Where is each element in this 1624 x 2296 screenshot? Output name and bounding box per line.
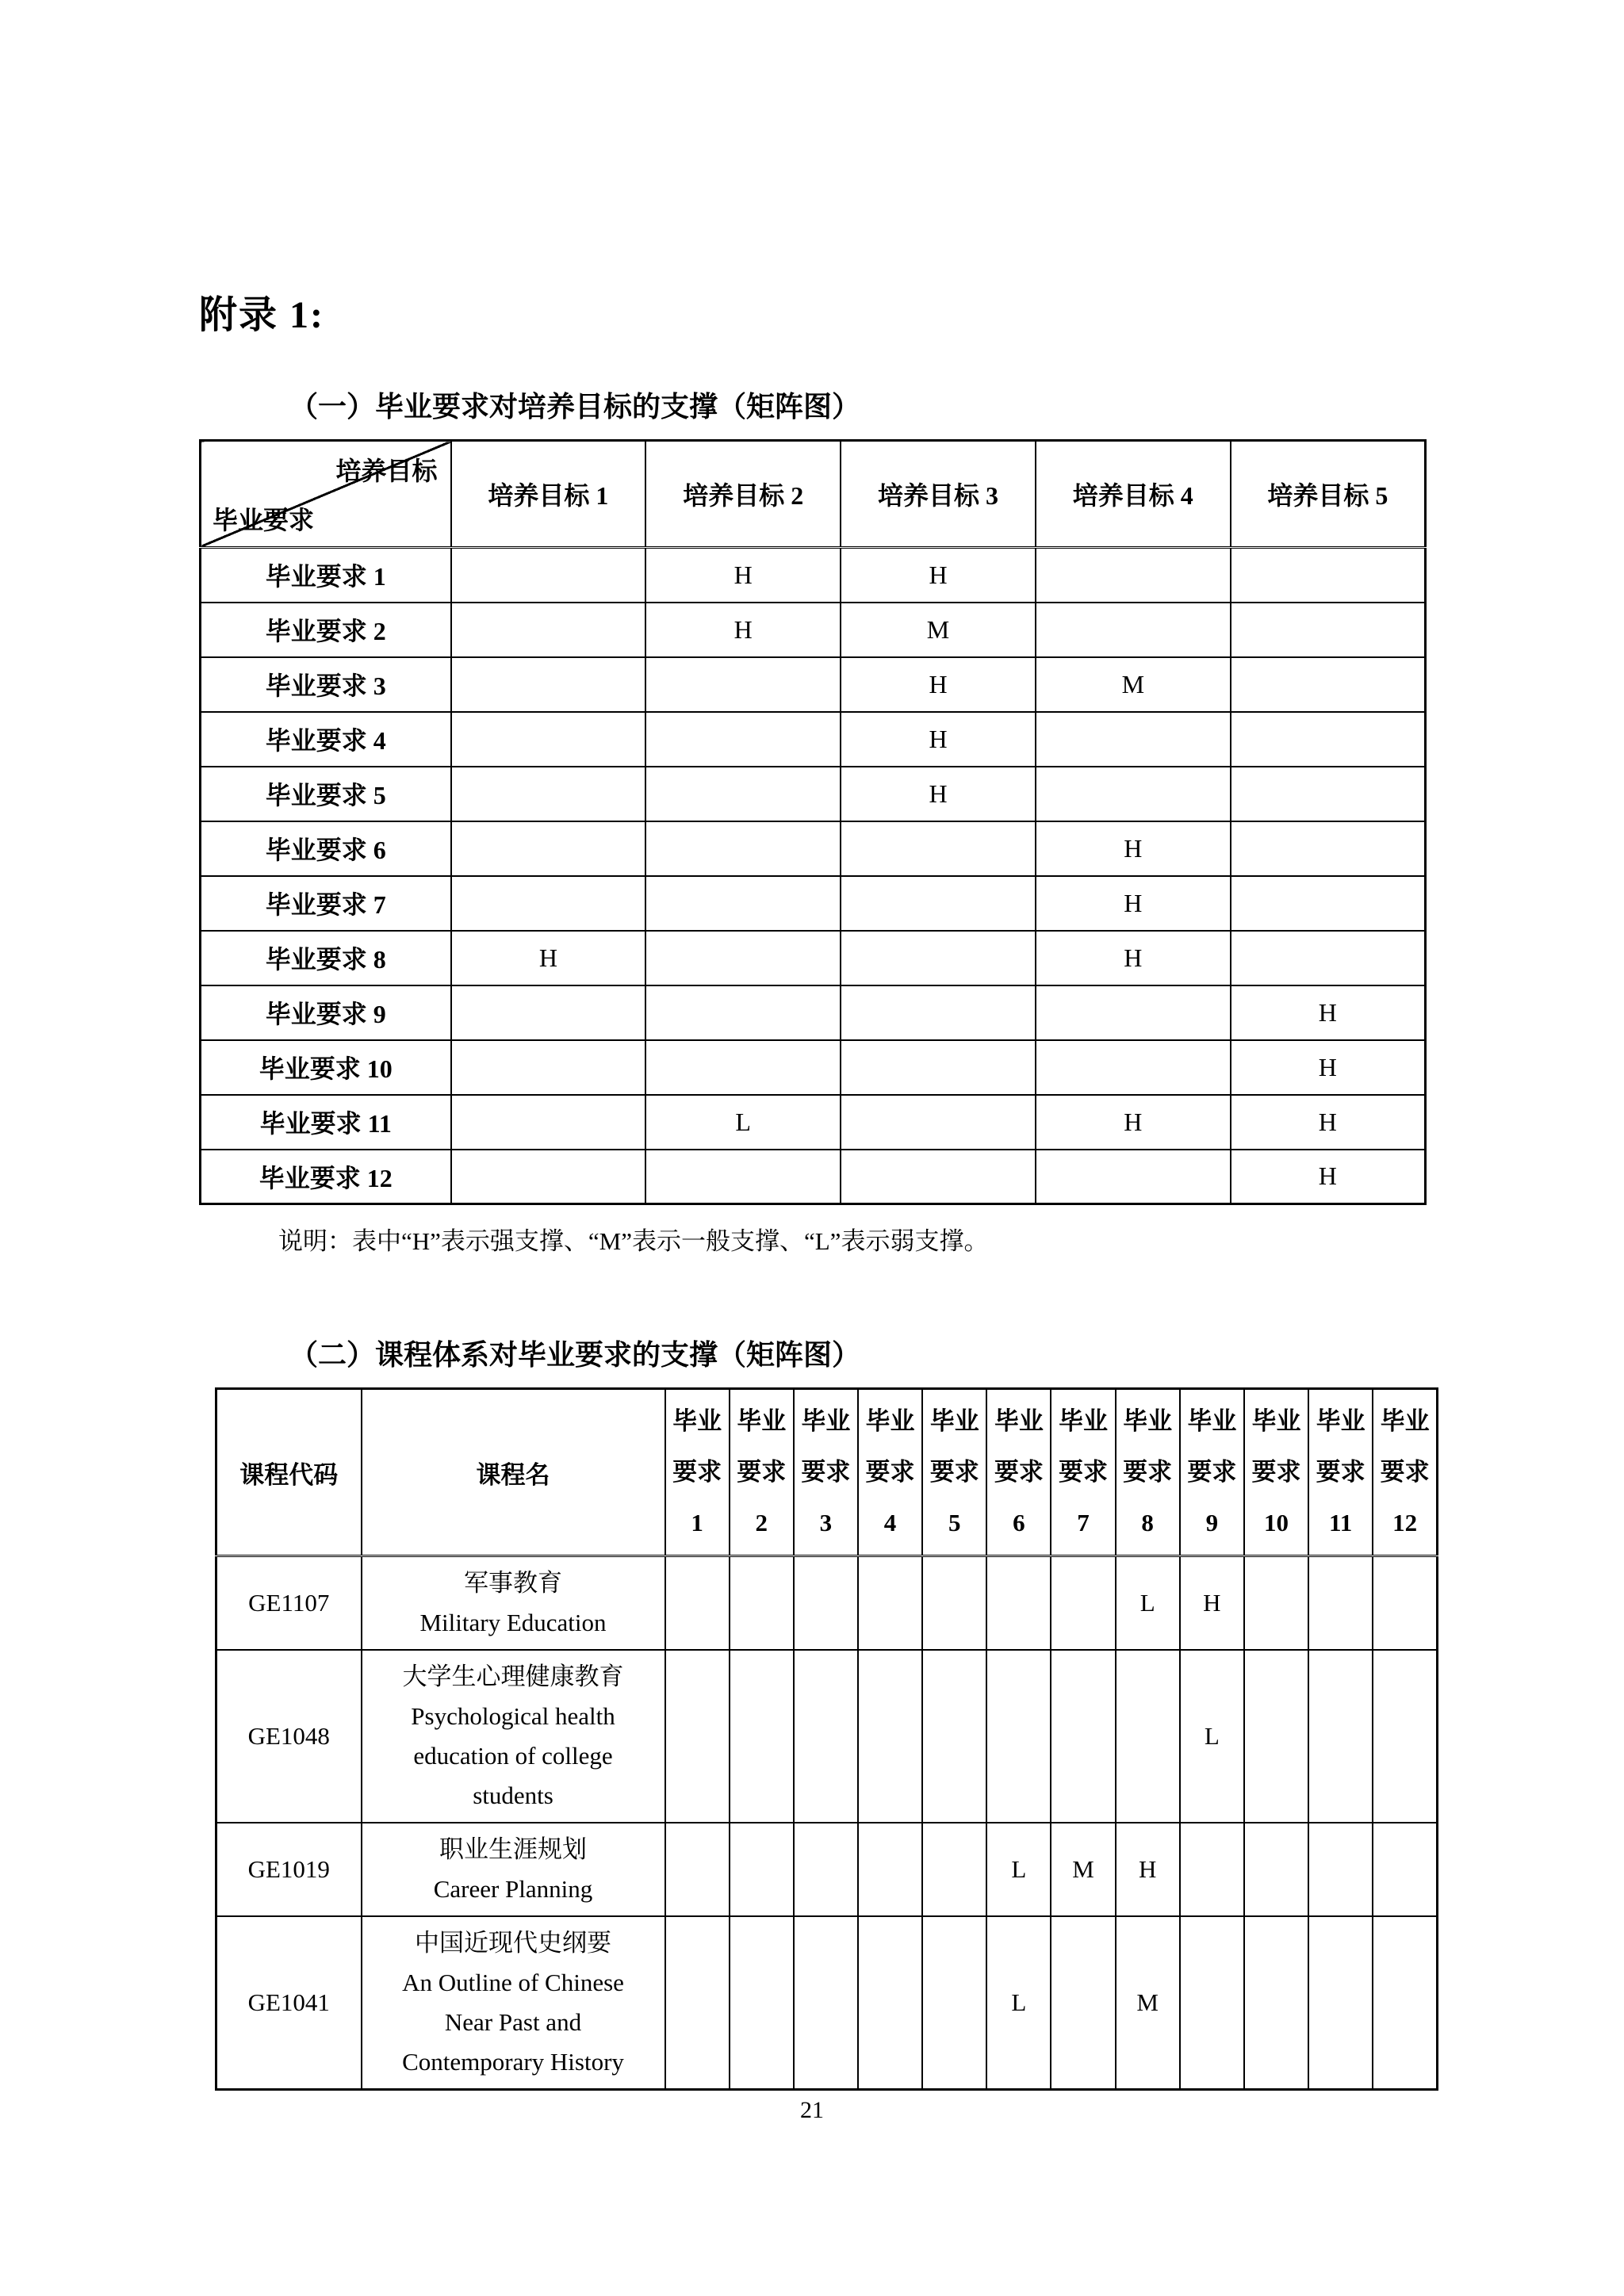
- objective-column-header: 培养目标 2: [645, 441, 841, 548]
- section1-heading: （一）毕业要求对培养目标的支撑（矩阵图）: [289, 391, 861, 423]
- appendix-title: 附录 1:: [199, 294, 324, 336]
- requirement-row: [201, 1040, 1426, 1095]
- support-level-cell: [730, 1650, 794, 1823]
- support-level-cell: [451, 657, 646, 712]
- support-level-cell: [1244, 1650, 1308, 1823]
- req-header-number: 2: [755, 1509, 768, 1536]
- support-level-cell: [645, 931, 841, 985]
- course-name-line: 军事教育: [464, 1569, 562, 1597]
- support-level-cell: H: [451, 931, 646, 985]
- requirement-row: [201, 1150, 1426, 1204]
- support-level-cell: [730, 1556, 794, 1651]
- req-header-word1: 毕业: [1251, 1407, 1301, 1435]
- support-level-cell: [451, 876, 646, 931]
- requirement-row: [201, 548, 1426, 603]
- req-header-word2: 要求: [1187, 1458, 1237, 1486]
- req-header-number: 1: [691, 1509, 703, 1536]
- support-level-cell: [1231, 767, 1426, 821]
- support-level-cell: [794, 1556, 858, 1651]
- support-level-cell: [645, 657, 841, 712]
- support-level-cell: M: [1036, 657, 1231, 712]
- requirement-column-header: [922, 1389, 986, 1556]
- req-header-word1: 毕业: [865, 1407, 915, 1435]
- support-level-cell: [841, 931, 1036, 985]
- support-level-cell: [922, 1650, 986, 1823]
- req-header-word2: 要求: [1380, 1458, 1430, 1486]
- support-level-cell: [1036, 985, 1231, 1040]
- req-header-word1: 毕业: [1123, 1407, 1173, 1435]
- req-header-number: 3: [819, 1509, 833, 1536]
- support-level-cell: [1244, 1556, 1308, 1651]
- support-level-cell: [1231, 548, 1426, 603]
- legend-note: 说明：表中“H”表示强支撑、“M”表示一般支撑、“L”表示弱支撑。: [278, 1227, 989, 1255]
- support-level-cell: H: [841, 767, 1036, 821]
- page-number: 21: [800, 2097, 824, 2123]
- req-header-word2: 要求: [929, 1458, 979, 1486]
- req-header-number: 6: [1013, 1509, 1025, 1536]
- matrix-table-body: [201, 548, 1426, 1204]
- course-code-header: 课程代码: [216, 1389, 362, 1556]
- support-level-cell: [665, 1556, 730, 1651]
- requirement-column-header: [986, 1389, 1051, 1556]
- objective-column-header: 培养目标 4: [1036, 441, 1231, 548]
- requirement-label: 毕业要求 3: [201, 657, 451, 712]
- support-level-cell: [665, 1916, 730, 2090]
- support-level-cell: [1036, 603, 1231, 657]
- req-header-word1: 毕业: [994, 1407, 1044, 1435]
- support-level-cell: [1036, 1150, 1231, 1204]
- requirement-label: 毕业要求 7: [201, 876, 451, 931]
- support-level-cell: H: [645, 548, 841, 603]
- req-header-number: 12: [1392, 1509, 1418, 1536]
- req-header-number: 4: [883, 1509, 897, 1536]
- support-level-cell: [645, 876, 841, 931]
- support-level-cell: L: [1116, 1556, 1180, 1651]
- requirement-column-header: [1244, 1389, 1308, 1556]
- req-header-word1: 毕业: [672, 1407, 722, 1435]
- req-header-number: 5: [948, 1509, 961, 1536]
- req-header-word2: 要求: [1123, 1458, 1173, 1486]
- support-level-cell: H: [841, 548, 1036, 603]
- requirement-label: 毕业要求 10: [201, 1040, 451, 1095]
- course-name-line: Psychological health: [411, 1702, 615, 1730]
- support-level-cell: [451, 548, 646, 603]
- objective-column-header: 培养目标 1: [451, 441, 646, 548]
- support-level-cell: [451, 603, 646, 657]
- course-row: [216, 1556, 1438, 1651]
- support-level-cell: L: [986, 1916, 1051, 2090]
- requirement-row: [201, 657, 1426, 712]
- req-header-number: 9: [1205, 1509, 1219, 1536]
- support-level-cell: H: [841, 657, 1036, 712]
- support-level-cell: [841, 985, 1036, 1040]
- support-level-cell: [1231, 603, 1426, 657]
- courses-requirements-matrix-table: [215, 1387, 1438, 2091]
- course-name-cell: [362, 1823, 665, 1916]
- course-name-cell: [362, 1650, 665, 1823]
- support-level-cell: [1373, 1650, 1437, 1823]
- support-level-cell: [986, 1556, 1051, 1651]
- requirement-column-header: [730, 1389, 794, 1556]
- matrix-table-header: [201, 441, 1426, 548]
- support-level-cell: [1231, 931, 1426, 985]
- support-level-cell: [1231, 876, 1426, 931]
- course-name-header: 课程名: [362, 1389, 665, 1556]
- support-level-cell: [1051, 1916, 1115, 2090]
- course-name-line: 大学生心理健康教育: [402, 1663, 624, 1690]
- support-level-cell: [1373, 1556, 1437, 1651]
- req-header-number: 10: [1263, 1509, 1289, 1536]
- support-level-cell: [1231, 712, 1426, 767]
- req-header-number: 11: [1328, 1509, 1353, 1536]
- support-level-cell: H: [1036, 821, 1231, 876]
- course-name-line: students: [473, 1781, 553, 1809]
- course-name-line: Military Education: [419, 1609, 607, 1636]
- support-level-cell: [451, 821, 646, 876]
- support-level-cell: [645, 767, 841, 821]
- support-level-cell: [1244, 1916, 1308, 2090]
- course-name-cell: [362, 1556, 665, 1651]
- support-level-cell: [1308, 1823, 1373, 1916]
- requirement-column-header: [1308, 1389, 1373, 1556]
- requirement-label: 毕业要求 4: [201, 712, 451, 767]
- requirement-row: [201, 985, 1426, 1040]
- support-level-cell: [1036, 712, 1231, 767]
- support-level-cell: [730, 1823, 794, 1916]
- support-level-cell: [1180, 1916, 1244, 2090]
- support-level-cell: [858, 1650, 922, 1823]
- support-level-cell: [1308, 1916, 1373, 2090]
- support-level-cell: H: [1116, 1823, 1180, 1916]
- support-level-cell: H: [1036, 1095, 1231, 1150]
- support-level-cell: [858, 1916, 922, 2090]
- support-level-cell: [922, 1916, 986, 2090]
- req-header-word1: 毕业: [801, 1407, 851, 1435]
- support-level-cell: [451, 767, 646, 821]
- requirement-label: 毕业要求 12: [201, 1150, 451, 1204]
- support-level-cell: [1036, 767, 1231, 821]
- support-level-cell: M: [841, 603, 1036, 657]
- requirement-row: [201, 1095, 1426, 1150]
- support-level-cell: H: [1180, 1556, 1244, 1651]
- course-code-cell: GE1048: [216, 1650, 362, 1823]
- diagonal-corner-cell: [201, 441, 451, 548]
- req-header-word2: 要求: [801, 1458, 851, 1486]
- course-code-cell: GE1107: [216, 1556, 362, 1651]
- req-header-word2: 要求: [865, 1458, 915, 1486]
- req-header-number: 8: [1141, 1509, 1154, 1536]
- objective-column-header: 培养目标 3: [841, 441, 1036, 548]
- course-table-body: [216, 1556, 1438, 2090]
- req-header-word1: 毕业: [1187, 1407, 1237, 1435]
- support-level-cell: [1231, 821, 1426, 876]
- support-level-cell: [922, 1556, 986, 1651]
- course-row: [216, 1650, 1438, 1823]
- requirement-row: [201, 712, 1426, 767]
- requirement-column-header: [1180, 1389, 1244, 1556]
- support-level-cell: H: [1036, 931, 1231, 985]
- course-name-line: education of college: [413, 1742, 613, 1770]
- requirement-column-header: [858, 1389, 922, 1556]
- support-level-cell: [451, 1150, 646, 1204]
- support-level-cell: [451, 1040, 646, 1095]
- course-table-header: [216, 1389, 1438, 1556]
- req-header-word1: 毕业: [1059, 1407, 1109, 1435]
- support-level-cell: H: [1231, 1040, 1426, 1095]
- requirement-row: [201, 767, 1426, 821]
- requirement-column-header: [665, 1389, 730, 1556]
- support-level-cell: [665, 1650, 730, 1823]
- support-level-cell: [841, 821, 1036, 876]
- req-header-number: 7: [1077, 1509, 1090, 1536]
- support-level-cell: H: [1231, 1095, 1426, 1150]
- support-level-cell: L: [986, 1823, 1051, 1916]
- requirement-column-header: [1116, 1389, 1180, 1556]
- support-level-cell: [1036, 1040, 1231, 1095]
- support-level-cell: [794, 1650, 858, 1823]
- support-level-cell: [1231, 657, 1426, 712]
- header-row: [216, 1389, 1438, 1556]
- requirement-row: [201, 931, 1426, 985]
- course-row: [216, 1916, 1438, 2090]
- support-level-cell: M: [1051, 1823, 1115, 1916]
- support-level-cell: [922, 1823, 986, 1916]
- support-level-cell: H: [645, 603, 841, 657]
- support-level-cell: [794, 1823, 858, 1916]
- support-level-cell: H: [1231, 1150, 1426, 1204]
- support-level-cell: [1373, 1823, 1437, 1916]
- course-code-cell: GE1019: [216, 1823, 362, 1916]
- corner-label-objectives: 培养目标: [335, 457, 438, 485]
- support-level-cell: [665, 1823, 730, 1916]
- support-level-cell: [1373, 1916, 1437, 2090]
- support-level-cell: [858, 1823, 922, 1916]
- support-level-cell: [451, 1095, 646, 1150]
- support-level-cell: [645, 1150, 841, 1204]
- requirement-row: [201, 821, 1426, 876]
- header-row: [201, 441, 1426, 548]
- support-level-cell: [841, 1040, 1036, 1095]
- requirement-row: [201, 603, 1426, 657]
- course-name-cell: [362, 1916, 665, 2090]
- support-level-cell: M: [1116, 1916, 1180, 2090]
- requirement-label: 毕业要求 2: [201, 603, 451, 657]
- requirement-row: [201, 876, 1426, 931]
- support-level-cell: [858, 1556, 922, 1651]
- support-level-cell: [451, 985, 646, 1040]
- support-level-cell: [451, 712, 646, 767]
- support-level-cell: [645, 1040, 841, 1095]
- support-level-cell: H: [1036, 876, 1231, 931]
- requirement-label: 毕业要求 5: [201, 767, 451, 821]
- support-level-cell: [1308, 1556, 1373, 1651]
- section2-heading: （二）课程体系对毕业要求的支撑（矩阵图）: [289, 1339, 861, 1371]
- support-level-cell: [1180, 1823, 1244, 1916]
- requirement-label: 毕业要求 8: [201, 931, 451, 985]
- req-header-word1: 毕业: [1316, 1407, 1365, 1435]
- support-level-cell: [841, 1150, 1036, 1204]
- support-level-cell: H: [1231, 985, 1426, 1040]
- requirement-label: 毕业要求 9: [201, 985, 451, 1040]
- support-level-cell: L: [645, 1095, 841, 1150]
- support-level-cell: [1051, 1650, 1115, 1823]
- course-code-cell: GE1041: [216, 1916, 362, 2090]
- requirement-column-header: [794, 1389, 858, 1556]
- support-level-cell: [986, 1650, 1051, 1823]
- req-header-word2: 要求: [994, 1458, 1044, 1486]
- support-level-cell: [645, 712, 841, 767]
- course-name-line: Career Planning: [433, 1875, 593, 1903]
- support-level-cell: [1308, 1650, 1373, 1823]
- support-level-cell: L: [1180, 1650, 1244, 1823]
- req-header-word1: 毕业: [737, 1407, 787, 1435]
- course-name-line: Contemporary History: [402, 2048, 624, 2076]
- support-level-cell: H: [841, 712, 1036, 767]
- corner-label-requirements: 毕业要求: [213, 506, 315, 534]
- support-level-cell: [841, 876, 1036, 931]
- req-header-word2: 要求: [1059, 1458, 1109, 1486]
- support-level-cell: [794, 1916, 858, 2090]
- course-name-line: An Outline of Chinese: [402, 1969, 624, 1996]
- support-level-cell: [1116, 1650, 1180, 1823]
- req-header-word2: 要求: [737, 1458, 787, 1486]
- requirement-label: 毕业要求 6: [201, 821, 451, 876]
- req-header-word1: 毕业: [1380, 1407, 1430, 1435]
- req-header-word2: 要求: [672, 1458, 722, 1486]
- requirement-column-header: [1373, 1389, 1437, 1556]
- support-level-cell: [645, 821, 841, 876]
- requirement-column-header: [1051, 1389, 1115, 1556]
- support-level-cell: [645, 985, 841, 1040]
- course-name-line: Near Past and: [444, 2008, 582, 2036]
- support-level-cell: [1244, 1823, 1308, 1916]
- objective-column-header: 培养目标 5: [1231, 441, 1426, 548]
- support-level-cell: [1051, 1556, 1115, 1651]
- req-header-word2: 要求: [1251, 1458, 1301, 1486]
- course-name-line: 中国近现代史纲要: [415, 1929, 611, 1957]
- course-name-line: 职业生涯规划: [439, 1835, 587, 1863]
- support-level-cell: [1036, 548, 1231, 603]
- req-header-word2: 要求: [1316, 1458, 1365, 1486]
- requirement-label: 毕业要求 11: [201, 1095, 451, 1150]
- support-level-cell: [730, 1916, 794, 2090]
- support-level-cell: [841, 1095, 1036, 1150]
- course-row: [216, 1823, 1438, 1916]
- req-header-word1: 毕业: [929, 1407, 979, 1435]
- requirements-objectives-matrix-table: [199, 439, 1427, 1205]
- requirement-label: 毕业要求 1: [201, 548, 451, 603]
